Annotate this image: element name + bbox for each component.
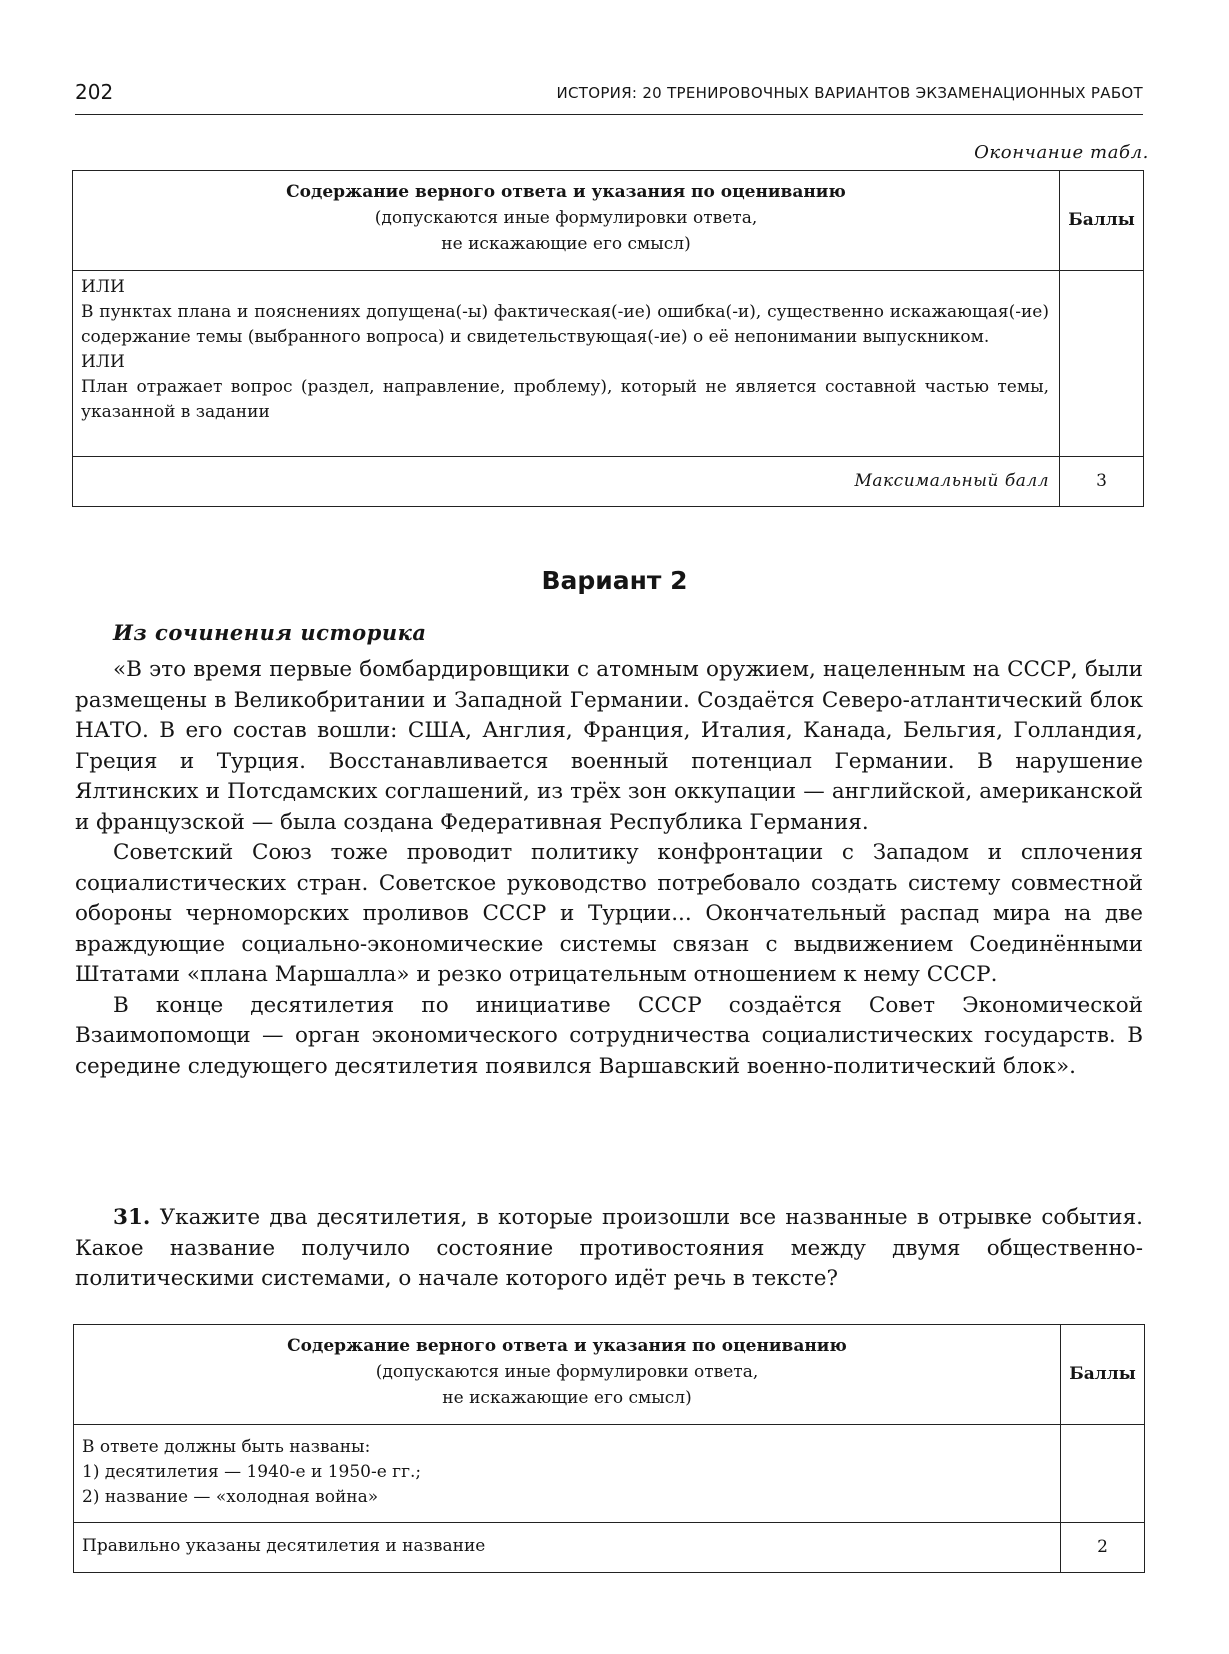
or-label: ИЛИ (81, 352, 125, 372)
criterion-score: 2 (1061, 1523, 1145, 1573)
answer-intro: В ответе должны быть названы: (82, 1437, 371, 1457)
paragraph: В конце десятилетия по инициативе СССР создаётся Совет Экономической Взаимопомощи — орган экономического сотрудничества социалистических государств. В середине следующего десятилетия появился Варшавский военно-политический блок». (75, 992, 1143, 1079)
source-title: Из сочинения историка (113, 620, 427, 645)
score-cell-empty (1060, 271, 1144, 457)
criterion-cell (74, 1523, 1061, 1573)
paragraph: «В это время первые бомбардировщики с атомным оружием, нацеленным на СССР, были размещены в Великобритании и Западной Германии. Создаётся Северо-атлантический блок НАТО. В его состав вошли: США, Англия, Франция, Италия, Канада, Бельгия, Голландия, Греция и Турция. Восстанавливается военный потенциал Германии. В нарушение Ялтинских и Потсдамских соглашений, из трёх зон оккупации — английской, американской и французской — была создана Федеративная Республика Германия. (75, 657, 1143, 835)
header-line-3: не искажающие его смысл) (441, 234, 691, 254)
answer-cell (74, 1425, 1061, 1523)
criteria-text: В пунктах плана и пояснениях допущена(-ы) фактическая(-ие) ошибка(-и), существенно искажающая(-ие) содержание темы (выбранного вопроса) и свидетельствующая(-ие) о её непонимании выпускником. (81, 302, 1050, 347)
criteria-table-2 (73, 1324, 1145, 1573)
criteria-table-1 (72, 170, 1144, 507)
page-number: 202 (75, 80, 114, 104)
header-line-2: (допускаются иные формулировки ответа, (374, 208, 758, 228)
variant-title: Вариант 2 (541, 566, 688, 595)
table-row (74, 1425, 1145, 1523)
table-header-content (73, 171, 1060, 271)
table-header-row (73, 171, 1144, 271)
score-cell-empty (1061, 1425, 1145, 1523)
header-line-2: (допускаются иные формулировки ответа, (375, 1362, 759, 1382)
question-number: 31. (113, 1205, 151, 1230)
max-score-row (73, 457, 1144, 507)
criteria-text: План отражает вопрос (раздел, направление, проблему), который не является составной частью темы, указанной в задании (81, 377, 1050, 422)
header-line-1: Содержание верного ответа и указания по оцениванию (286, 182, 846, 202)
criteria-text-cell (73, 271, 1060, 457)
criterion-text: Правильно указаны десятилетия и название (82, 1536, 486, 1556)
max-score-value: 3 (1060, 457, 1144, 507)
max-score-label: Максимальный балл (73, 457, 1060, 507)
book-title: ИСТОРИЯ: 20 ТРЕНИРОВОЧНЫХ ВАРИАНТОВ ЭКЗАМЕНАЦИОННЫХ РАБОТ (556, 84, 1143, 102)
table-header-row (74, 1325, 1145, 1425)
score-header: Баллы (1061, 1325, 1145, 1425)
or-label: ИЛИ (81, 277, 125, 297)
historian-excerpt (75, 655, 1143, 1082)
table-continuation-label: Окончание табл. (974, 142, 1149, 163)
score-header: Баллы (1060, 171, 1144, 271)
table-row (73, 271, 1144, 457)
question-text: Укажите два десятилетия, в которые произошли все названные в отрывке события. Какое название получило состояние противостояния между двумя общественно-политическими системами, о начале которого идёт речь в тексте? (75, 1205, 1143, 1291)
table-row (74, 1523, 1145, 1573)
header-line-3: не искажающие его смысл) (442, 1388, 692, 1408)
header-line-1: Содержание верного ответа и указания по оцениванию (287, 1336, 847, 1356)
answer-item: 2) название — «холодная война» (82, 1487, 379, 1507)
running-header (75, 80, 1143, 115)
paragraph: Советский Союз тоже проводит политику конфронтации с Западом и сплочения социалистических стран. Советское руководство потребовало создать систему совместной обороны черноморских проливов СССР и Турции... Окончательный распад мира на две враждующие социально-экономические системы связан с выдвижением Соединёнными Штатами «плана Маршалла» и резко отрицательным отношением к нему СССР. (75, 840, 1143, 987)
table-header-content (74, 1325, 1061, 1425)
question-31 (75, 1203, 1143, 1295)
answer-item: 1) десятилетия — 1940-е и 1950-е гг.; (82, 1462, 422, 1482)
